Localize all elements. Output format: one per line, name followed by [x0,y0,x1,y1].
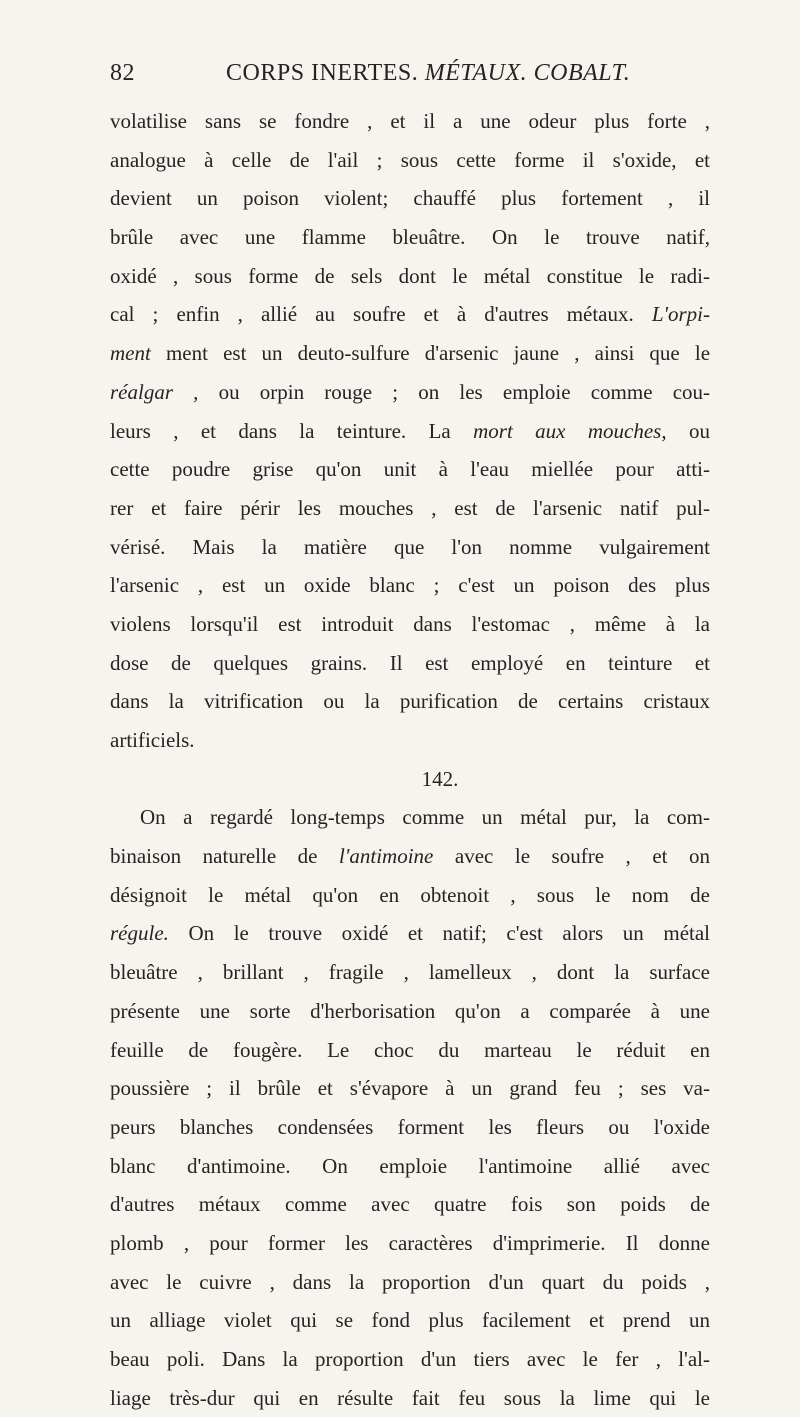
text-line: rer et faire périr les mouches , est de l'arsenic natif pul- [110,495,710,520]
text-line: dans la vitrification ou la purification de certains cristaux [110,689,710,714]
text-line: liage très-dur qui en résulte fait feu sous la lime qui le [110,1385,710,1410]
text-line: bleuâtre , brillant , fragile , lamelleux , dont la surface [110,960,710,985]
text-line: volatilise sans se fondre , et il a une odeur plus forte , [110,109,710,133]
text-line: oxidé , sous forme de sels dont le métal constitue le radi- [110,263,710,288]
text-line: vérisé. Mais la matière que l'on nomme vulgairement [110,534,710,559]
text-line: dose de quelques grains. Il est employé en teinture et [110,650,710,675]
italic-term: L'orpi- [651,302,710,327]
text-line: d'autres métaux comme avec quatre fois son poids de [110,1192,710,1217]
text-line: On a regardé long-temps comme un métal pur, la com- [140,805,710,830]
text-line: présente une sorte d'herborisation qu'on a comparée à une [110,998,710,1023]
running-header [110,58,710,98]
italic-term: mort aux mouches [473,418,662,443]
page-number: 82 [110,60,135,86]
italic-term: l'antimoine [339,844,434,869]
text-line: régule. On le trouve oxidé et natif; c'est alors un métal [110,921,710,946]
italic-term: régule. [110,921,169,946]
text-line: blanc d'antimoine. On emploie l'antimoine allié avec [110,1153,710,1178]
text-line: cette poudre grise qu'on unit à l'eau miellée pour atti- [110,457,710,482]
text-line: cal ; enfin , allié au soufre et à d'autres métaux. L'orpi- [110,302,710,327]
text-line: beau poli. Dans la proportion d'un tiers avec le fer , l'al- [110,1347,710,1371]
running-title-roman: CORPS INERTES. [226,60,419,86]
body-text [110,102,710,1417]
italic-term: réalgar , [110,379,199,404]
text-line: réalgar , ou orpin rouge ; on les emploie comme cou- [110,379,710,404]
text-line: plomb , pour former les caractères d'imprimerie. Il donne [110,1230,710,1255]
text-line: peurs blanches condensées forment les fleurs ou l'oxide [110,1114,710,1139]
text-line: un alliage violet qui se fond plus facilement et prend un [110,1308,710,1333]
text-line: binaison naturelle de l'antimoine avec le soufre , et on [110,844,710,869]
italic-term: ment [110,341,151,366]
text-line: violens lorsqu'il est introduit dans l'estomac , même à la [110,611,710,636]
text-line: désignoit le métal qu'on en obtenoit , sous le nom de [110,882,710,907]
text-line: brûle avec une flamme bleuâtre. On le trouve natif, [110,225,710,250]
text-line: leurs , et dans la teinture. La mort aux mouches, ou [110,418,710,443]
section-number: 142. [421,766,459,791]
text-line: l'arsenic , est un oxide blanc ; c'est un poison des plus [110,573,710,598]
text-line: artificiels. [110,728,195,752]
text-line: devient un poison violent; chauffé plus fortement , il [110,186,710,211]
text-line: ment ment est un deuto-sulfure d'arsenic jaune , ainsi que le [110,341,710,366]
text-line: analogue à celle de l'ail ; sous cette forme il s'oxide, et [110,147,710,172]
text-line: avec le cuivre , dans la proportion d'un quart du poids , [110,1269,710,1294]
running-title [226,60,630,87]
text-line: feuille de fougère. Le choc du marteau le réduit en [110,1037,710,1062]
text-line: poussière ; il brûle et s'évapore à un grand feu ; ses va- [110,1076,710,1101]
running-title-italic: MÉTAUX. COBALT. [424,60,631,86]
